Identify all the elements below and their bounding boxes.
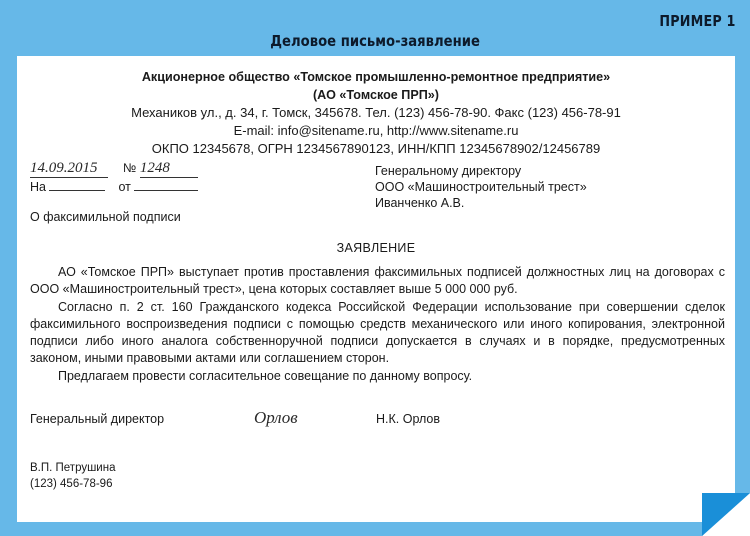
reply-to-label: На	[30, 180, 46, 194]
signatory-name: Н.К. Орлов	[376, 412, 441, 426]
sender-letterhead	[17, 68, 735, 158]
sender-address: Механиков ул., д. 34, г. Томск, 345678. Тел. (123) 456-78-90. Факс (123) 456-78-91	[131, 105, 621, 120]
from-label: от	[118, 180, 131, 194]
addressee-block	[375, 163, 587, 211]
executor-phone: (123) 456-78-96	[30, 478, 113, 490]
from-date-blank	[134, 178, 198, 191]
sender-codes: ОКПО 12345678, ОГРН 1234567890123, ИНН/КПП 12345678902/12456789	[151, 141, 601, 156]
letter-date: 14.09.2015	[30, 160, 98, 176]
addressee-name: Иванченко А.В.	[375, 196, 465, 210]
sender-contacts: E-mail: info@sitename.ru, http://www.sitename.ru	[233, 123, 519, 138]
body-paragraph: Согласно п. 2 ст. 160 Гражданского кодекса Российской Федерации использование при совершении сделок факсимильного воспроизведения подписи с помощью средств механического или иного копирования, электронной подписи либо иного аналога собственноручной подписи допускается в случаях и в порядке, предусмотренных законом, иными правовыми актами или соглашением сторон.	[30, 299, 725, 366]
example-label: ПРИМЕР 1	[659, 12, 736, 30]
body-paragraph: АО «Томское ПРП» выступает против проставления факсимильных подписей должностных лиц на договорах с ООО «Машиностроительный трест», цена которых составляет выше 5 000 000 руб.	[30, 265, 725, 297]
sender-org-full-name: Акционерное общество «Томское промышленно-ремонтное предприятие»	[141, 70, 611, 84]
incoming-reference-line	[30, 178, 198, 196]
executor-block	[30, 460, 115, 492]
number-label: №	[122, 161, 137, 175]
signatory-position: Генеральный директор	[30, 412, 165, 426]
document-title: Деловое письмо-заявление	[270, 32, 480, 50]
handwritten-signature: Орлов	[254, 408, 298, 427]
reply-to-blank	[49, 178, 105, 191]
page-fold-corner	[702, 493, 750, 536]
sender-org-short-name: (АО «Томское ПРП»)	[312, 88, 440, 102]
addressee-position: Генеральному директору	[375, 164, 522, 178]
outgoing-reference-line	[30, 160, 198, 178]
executor-name: В.П. Петрушина	[30, 462, 116, 474]
body-paragraph: Предлагаем провести согласительное совещание по данному вопросу.	[58, 368, 473, 383]
reference-block	[30, 160, 198, 196]
statement-title: ЗАЯВЛЕНИЕ	[336, 241, 416, 255]
addressee-organization: ООО «Машиностроительный трест»	[375, 180, 587, 194]
statement-body	[30, 264, 725, 385]
letter-number: 1248	[139, 160, 170, 176]
signature-block	[30, 408, 530, 432]
letter-subject: О факсимильной подписи	[30, 210, 181, 224]
